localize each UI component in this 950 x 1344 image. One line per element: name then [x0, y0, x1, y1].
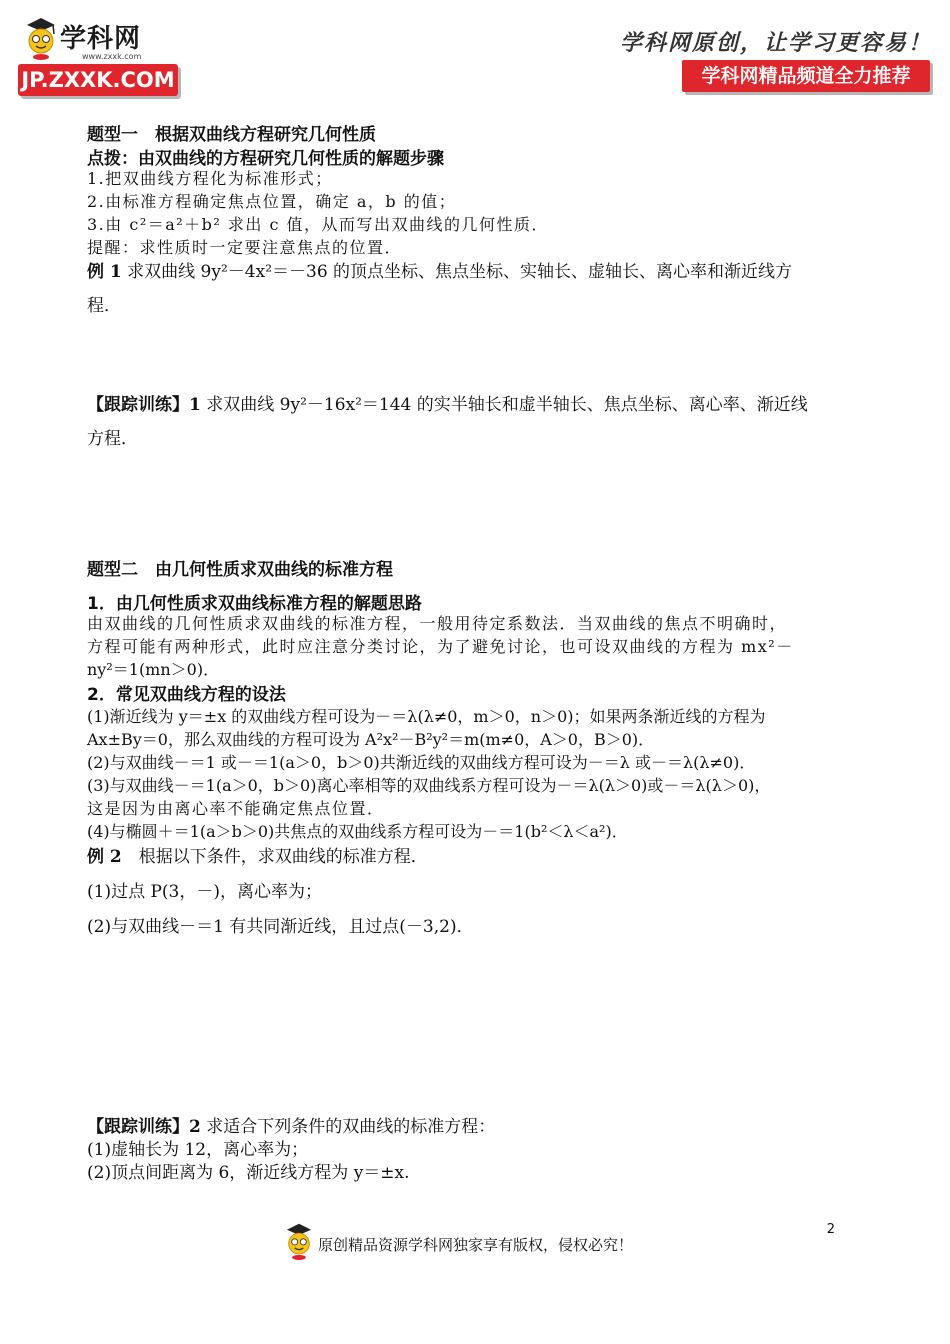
section-2-para-line-3: ny²＝1(mn＞0)． — [87, 660, 220, 679]
example-2-question-1: (1)过点 P(3，－)，离心率为； — [87, 882, 323, 902]
section-2-para-line-2: 方程可能有两种形式，此时应注意分类讨论，为了避免讨论，也可设双曲线的方程为 mx²－ — [87, 637, 794, 656]
header-banner[interactable]: 学科网精品频道全力推荐 — [682, 60, 930, 92]
section-2-item-2: (2)与双曲线－＝1 或－＝1(a＞0，b＞0)共渐近线的双曲线方程可设为－＝λ 或－＝λ(λ≠0)． — [87, 753, 756, 772]
copyright-notice: 原创精品资源学科网独家享有版权，侵权必究！ — [318, 1236, 634, 1254]
training-2-label: 【跟踪训练】2 — [87, 1117, 201, 1137]
section-2-item-1-line-2: Ax±By＝0，那么双曲线的方程可设为 A²x²－B²y²＝m(m≠0，A＞0，B＞0)． — [87, 730, 655, 749]
example-1-line-2: 程． — [87, 296, 121, 316]
training-2-question-1: (1)虚轴长为 12，离心率为； — [87, 1140, 309, 1160]
example-2-question-2: (2)与双曲线－＝1 有共同渐近线，且过点(－3,2)． — [87, 917, 474, 937]
section-2-item-4: (4)与椭圆＋＝1(a＞b＞0)共焦点的双曲线系方程可设为－＝1(b²＜λ＜a²)． — [87, 822, 628, 841]
section-1-remind: 提醒：求性质时一定要注意焦点的位置． — [87, 238, 403, 257]
training-1-label: 【跟踪训练】1 — [87, 395, 201, 415]
training-1 — [87, 390, 808, 415]
example-2 — [87, 842, 428, 867]
mascot-icon — [24, 16, 58, 60]
section-1-step-3: 3.由 c²＝a²＋b² 求出 c 值，从而写出双曲线的几何性质． — [87, 215, 550, 234]
training-2-text: 求适合下列条件的双曲线的标准方程： — [200, 1117, 496, 1137]
section-2-heading-2: 2．常见双曲线方程的设法 — [87, 685, 286, 705]
site-logo[interactable] — [16, 14, 181, 100]
logo-name: 学科网 — [60, 24, 142, 54]
example-1-text: 求双曲线 9y²－4x²＝－36 的顶点坐标、焦点坐标、实轴长、虚轴长、离心率和渐近线方 — [121, 262, 793, 282]
section-1-step-1: 1.把双曲线方程化为标准形式； — [87, 169, 333, 188]
training-1-text: 求双曲线 9y²－16x²＝144 的实半轴长和虚半轴长、焦点坐标、离心率、渐近线 — [200, 395, 808, 415]
section-2-item-3-line-2: 这是因为由离心率不能确定焦点位置． — [87, 799, 385, 818]
logo-subtitle: www.zxxk.com — [82, 52, 142, 61]
example-1 — [87, 257, 792, 282]
header-slogan: 学科网原创，让学习更容易！ — [619, 30, 932, 56]
example-2-text: 根据以下条件，求双曲线的标准方程． — [121, 847, 428, 867]
section-1-step-2: 2.由标准方程确定焦点位置，确定 a，b 的值； — [87, 192, 457, 211]
training-2-question-2: (2)顶点间距离为 6，渐近线方程为 y＝±x. — [87, 1163, 410, 1183]
training-2 — [87, 1112, 495, 1137]
example-2-label: 例 2 — [87, 847, 122, 867]
training-1-line-2: 方程． — [87, 429, 138, 449]
section-1-title: 题型一 根据双曲线方程研究几何性质 — [87, 125, 376, 145]
section-2-item-1-line-1: (1)渐近线为 y＝±x 的双曲线方程可设为－＝λ(λ≠0，m＞0，n＞0)；如果两条渐近线的方程为 — [87, 707, 766, 726]
section-1-tip: 点拨：由双曲线的方程研究几何性质的解题步骤 — [87, 149, 444, 169]
mascot-icon — [284, 1222, 314, 1260]
example-1-label: 例 1 — [87, 262, 122, 282]
section-2-para-line-1: 由双曲线的几何性质求双曲线的标准方程，一般用待定系数法．当双曲线的焦点不明确时， — [87, 614, 788, 633]
page-number: 2 — [826, 1222, 835, 1237]
section-2-title: 题型二 由几何性质求双曲线的标准方程 — [87, 560, 393, 580]
logo-url[interactable]: JP.ZXXK.COM — [18, 64, 178, 96]
section-2-item-3-line-1: (3)与双曲线－＝1(a＞0，b＞0)离心率相等的双曲线系方程可设为－＝λ(λ＞0)或－＝λ(λ＞0)， — [87, 776, 771, 795]
section-2-heading-1: 1．由几何性质求双曲线标准方程的解题思路 — [87, 594, 422, 614]
